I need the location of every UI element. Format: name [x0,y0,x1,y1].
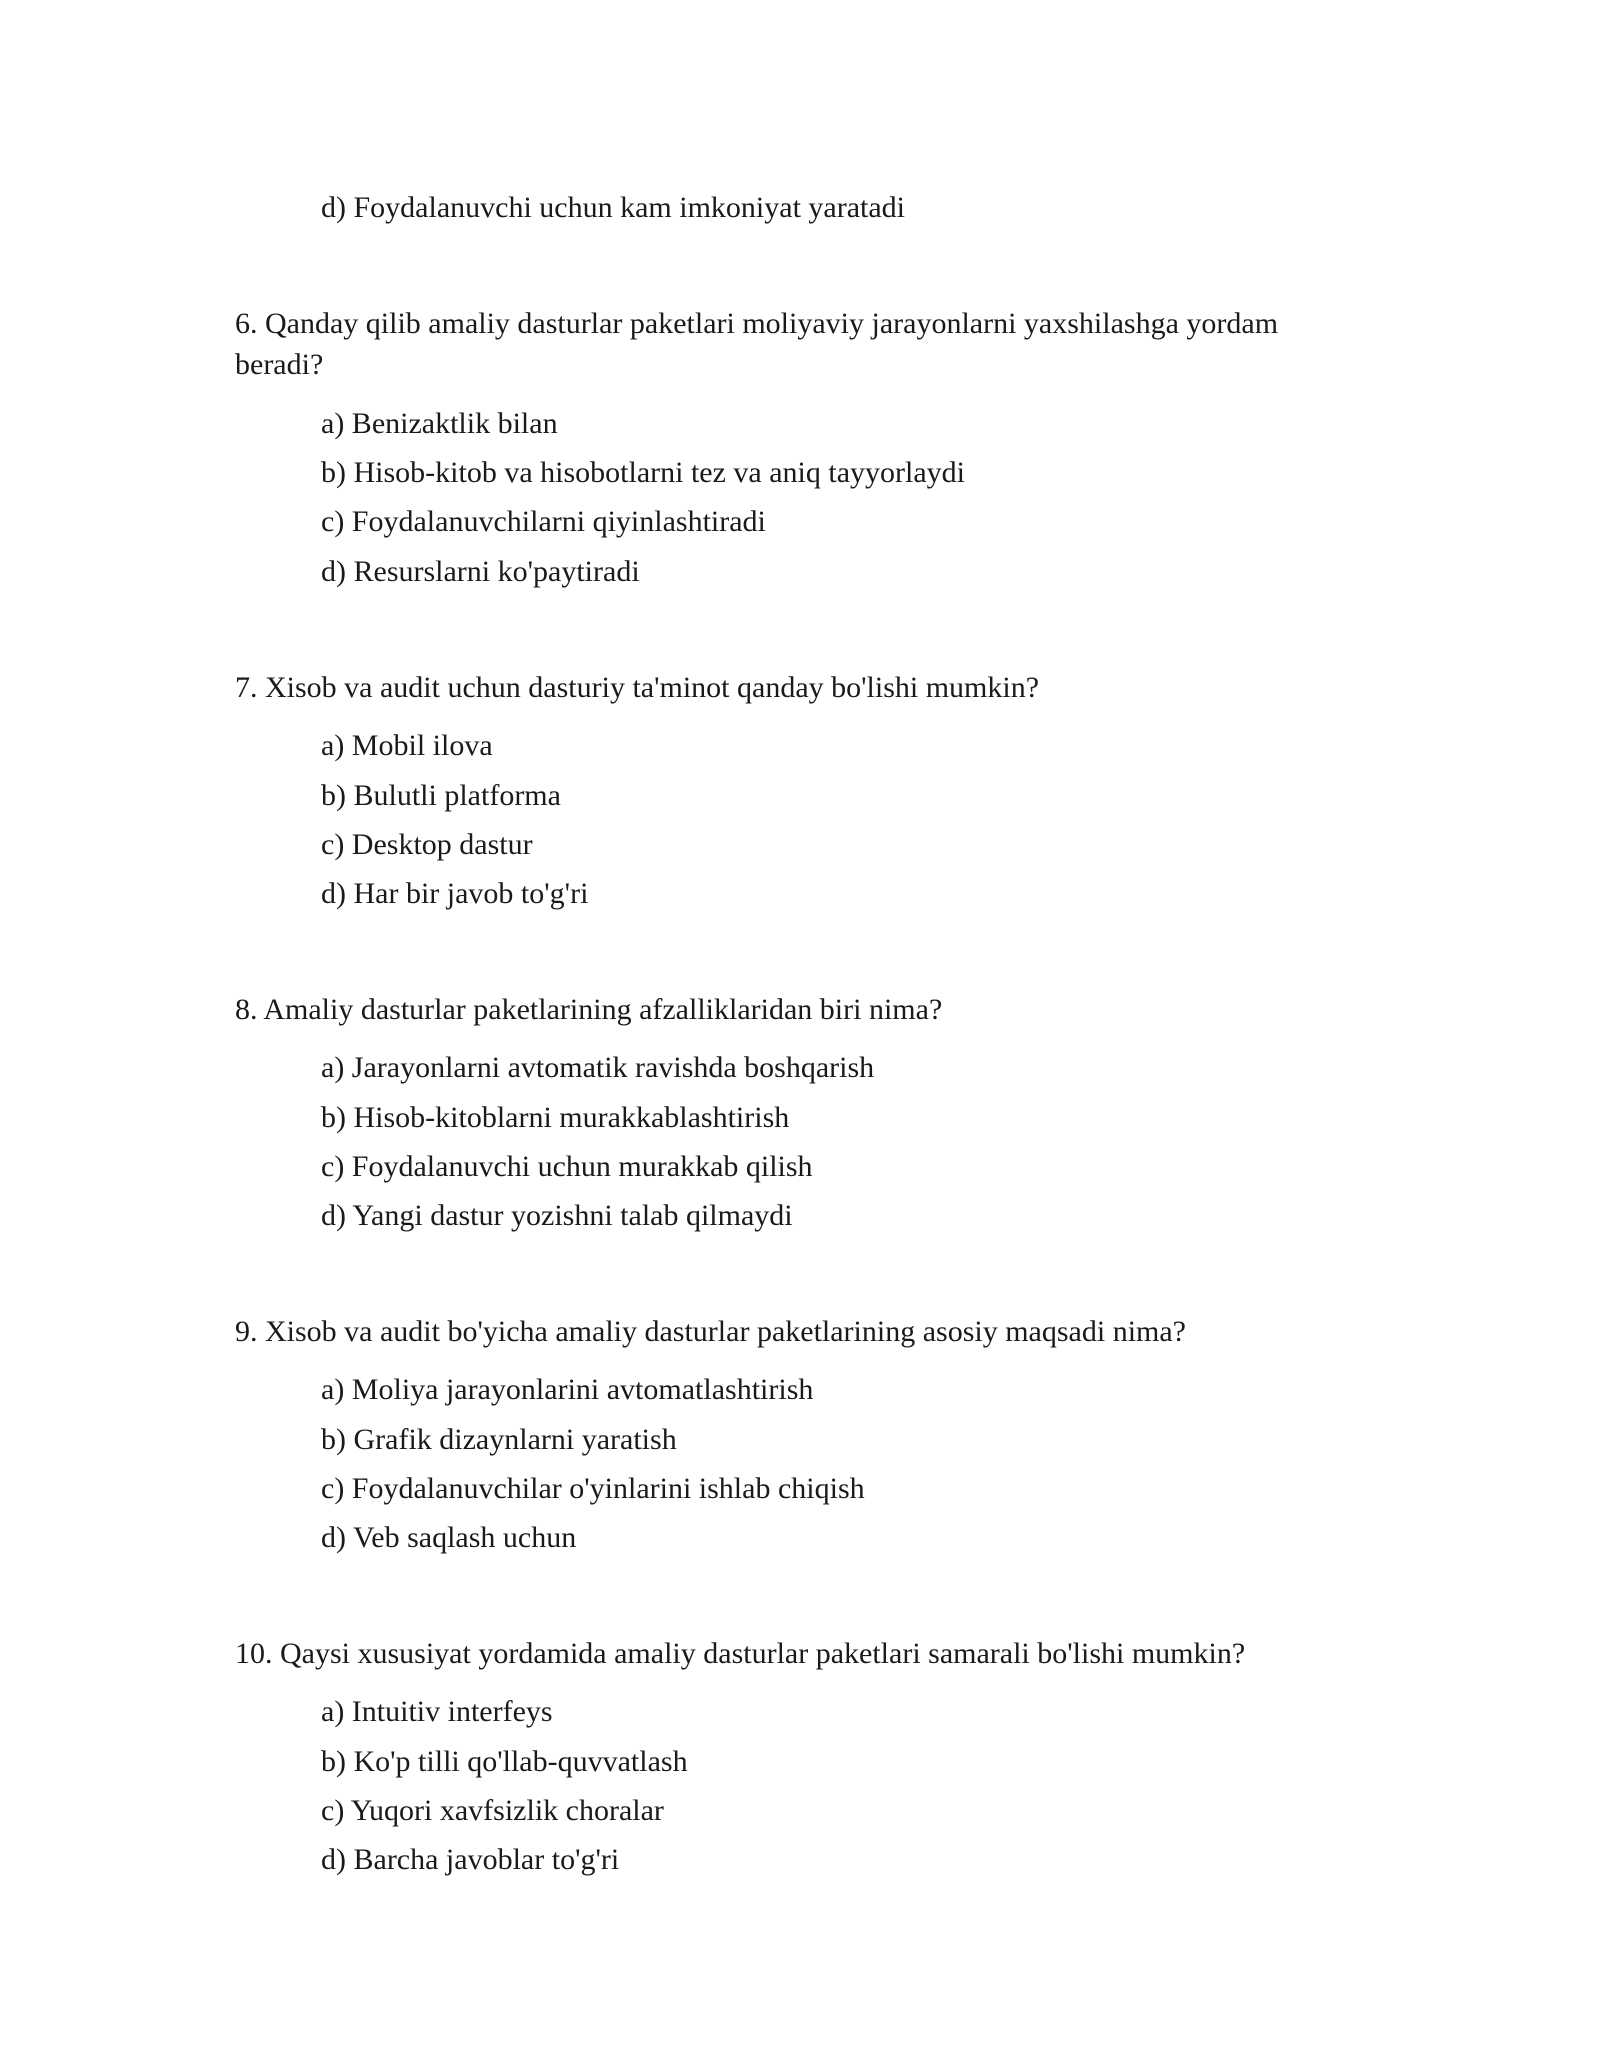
question-9-option-a: a) Moliya jarayonlarini avtomatlashtirish [321,1373,814,1406]
question-7-option-b: b) Bulutli platforma [321,779,561,812]
question-6-option-b: b) Hisob-kitob va hisobotlarni tez va aniq tayyorlaydi [321,456,966,489]
option-d-question-5: d) Foydalanuvchi uchun kam imkoniyat yaratadi [321,191,906,224]
question-8-option-c: c) Foydalanuvchi uchun murakkab qilish [321,1150,813,1183]
question-6-text-line-2: beradi? [235,348,324,381]
question-9-text: 9. Xisob va audit bo'yicha amaliy dasturlar paketlarining asosiy maqsadi nima? [235,1315,1186,1348]
question-6-option-c: c) Foydalanuvchilarni qiyinlashtiradi [321,505,766,538]
question-6-option-a: a) Benizaktlik bilan [321,407,558,440]
question-8-option-b: b) Hisob-kitoblarni murakkablashtirish [321,1101,790,1134]
question-9-option-d: d) Veb saqlash uchun [321,1521,577,1554]
question-7-option-d: d) Har bir javob to'g'ri [321,877,589,910]
question-6-text-line-1: 6. Qanday qilib amaliy dasturlar paketlari moliyaviy jarayonlarni yaxshilashga yordam [235,307,1279,340]
question-8-option-d: d) Yangi dastur yozishni talab qilmaydi [321,1199,793,1232]
question-8-option-a: a) Jarayonlarni avtomatik ravishda boshqarish [321,1051,875,1084]
question-8-text: 8. Amaliy dasturlar paketlarining afzalliklaridan biri nima? [235,993,943,1026]
question-9-option-b: b) Grafik dizaynlarni yaratish [321,1423,677,1456]
question-6-option-d: d) Resurslarni ko'paytiradi [321,555,640,588]
question-7-option-a: a) Mobil ilova [321,729,493,762]
question-10-option-a: a) Intuitiv interfeys [321,1695,553,1728]
question-7-option-c: c) Desktop dastur [321,828,533,861]
question-9-option-c: c) Foydalanuvchilar o'yinlarini ishlab chiqish [321,1472,865,1505]
question-10-option-d: d) Barcha javoblar to'g'ri [321,1843,620,1876]
question-10-text: 10. Qaysi xususiyat yordamida amaliy dasturlar paketlari samarali bo'lishi mumkin? [235,1637,1246,1670]
question-10-option-b: b) Ko'p tilli qo'llab-quvvatlash [321,1745,688,1778]
question-7-text: 7. Xisob va audit uchun dasturiy ta'minot qanday bo'lishi mumkin? [235,671,1040,704]
question-10-option-c: c) Yuqori xavfsizlik choralar [321,1794,664,1827]
